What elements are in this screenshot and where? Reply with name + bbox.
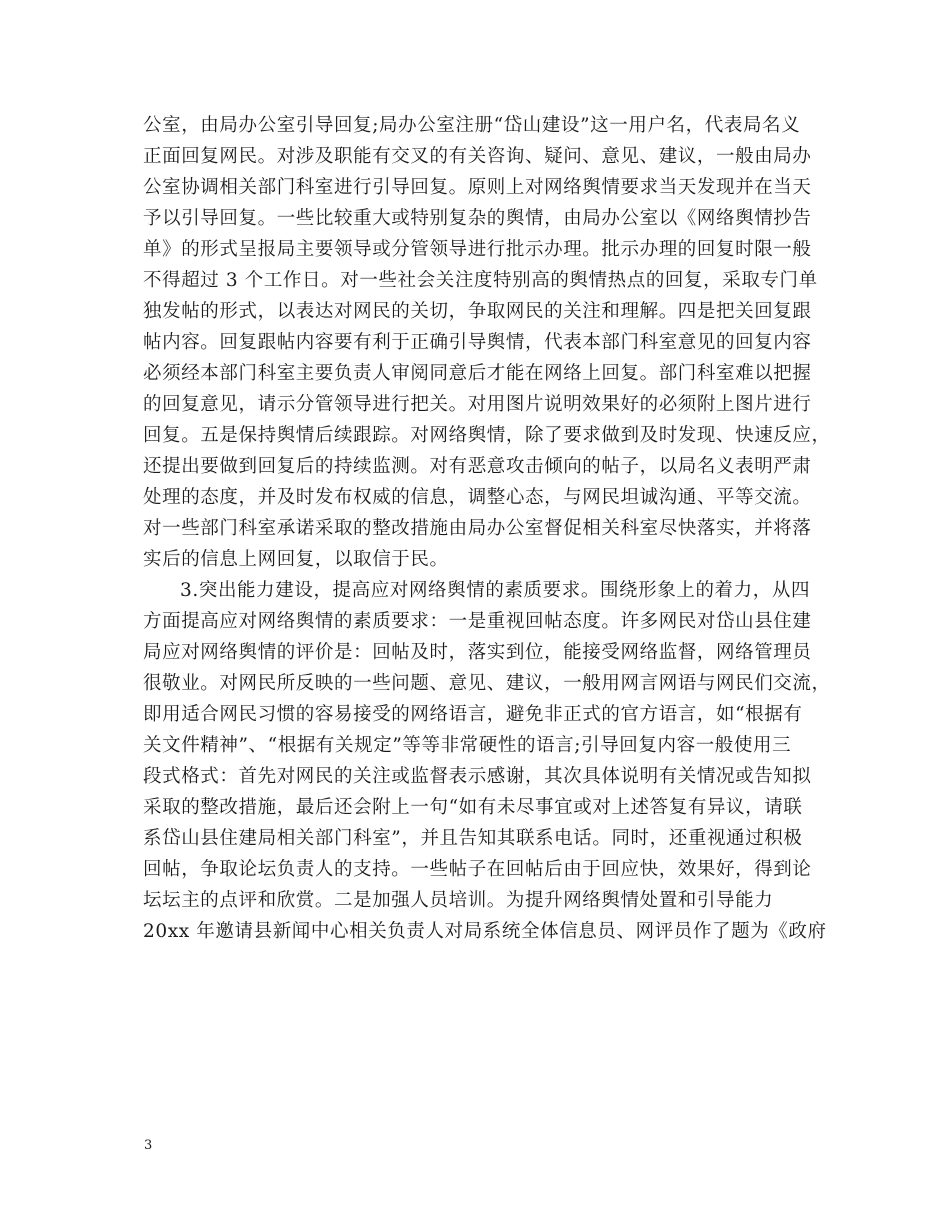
text-line: 很敬业。对网民所反映的一些问题、意见、建议，一般用网言网语与网民们交流，	[143, 673, 831, 694]
text-line: 系岱山县住建局相关部门科室”，并且告知其联系电话。同时，还重视通过积极	[143, 828, 803, 849]
text-line: 实后的信息上网回复，以取信于民。	[143, 549, 449, 570]
text-line: 处理的态度，并及时发布权威的信息，调整心态，与网民坦诚沟通、平等交流。	[143, 487, 812, 508]
text-line: 即用适合网民习惯的容易接受的网络语言，避免非正式的官方语言，如“根据有	[143, 704, 803, 725]
text-line: 段式格式：首先对网民的关注或监督表示感谢，其次具体说明有关情况或告知拟	[143, 766, 812, 787]
text-line: 采取的整改措施，最后还会附上一句“如有未尽事宜或对上述答复有异议，请联	[143, 797, 803, 818]
paragraph-first-line: 3.突出能力建设，提高应对网络舆情的素质要求。围绕形象上的着力，从四	[180, 580, 811, 601]
text-line: 局应对网络舆情的评价是：回帖及时，落实到位，能接受网络监督，网络管理员	[143, 642, 812, 663]
text-line: 回帖，争取论坛负责人的支持。一些帖子在回帖后由于回应快，效果好，得到论	[143, 859, 812, 880]
text-line: 必须经本部门科室主要负责人审阅同意后才能在网络上回复。部门科室难以把握	[143, 363, 812, 384]
text-line: 予以引导回复。一些比较重大或特别复杂的舆情，由局办公室以《网络舆情抄告	[143, 208, 812, 229]
text-line: 公室，由局办公室引导回复;局办公室注册“岱山建设”这一用户名，代表局名义	[143, 115, 801, 136]
text-line: 对一些部门科室承诺采取的整改措施由局办公室督促相关科室尽快落实，并将落	[143, 518, 812, 539]
text-line: 关文件精神”、“根据有关规定”等等非常硬性的语言;引导回复内容一般使用三	[143, 735, 792, 756]
text-line: 独发帖的形式，以表达对网民的关切，争取网民的关注和理解。四是把关回复跟	[143, 301, 812, 322]
text-line: 回复。五是保持舆情后续跟踪。对网络舆情，除了要求做到及时发现、快速反应，	[143, 425, 831, 446]
text-line: 坛坛主的点评和欣赏。二是加强人员培训。为提升网络舆情处置和引导能力	[143, 890, 774, 911]
text-line: 方面提高应对网络舆情的素质要求：一是重视回帖态度。许多网民对岱山县住建	[143, 611, 812, 632]
text-line: 20xx 年邀请县新闻中心相关负责人对局系统全体信息员、网评员作了题为《政府	[143, 921, 827, 942]
text-line: 正面回复网民。对涉及职能有交叉的有关咨询、疑问、意见、建议，一般由局办	[143, 146, 812, 167]
text-line: 还提出要做到回复后的持续监测。对有恶意攻击倾向的帖子，以局名义表明严肃	[143, 456, 812, 477]
text-line: 的回复意见，请示分管领导进行把关。对用图片说明效果好的必须附上图片进行	[143, 394, 812, 415]
text-line: 单》的形式呈报局主要领导或分管领导进行批示办理。批示办理的回复时限一般	[143, 239, 812, 260]
page-number: 3	[144, 1138, 153, 1153]
text-line: 帖内容。回复跟帖内容要有利于正确引导舆情，代表本部门科室意见的回复内容	[143, 332, 812, 353]
text-line: 不得超过 3 个工作日。对一些社会关注度特别高的舆情热点的回复，采取专门单	[143, 270, 818, 291]
text-line: 公室协调相关部门科室进行引导回复。原则上对网络舆情要求当天发现并在当天	[143, 177, 812, 198]
